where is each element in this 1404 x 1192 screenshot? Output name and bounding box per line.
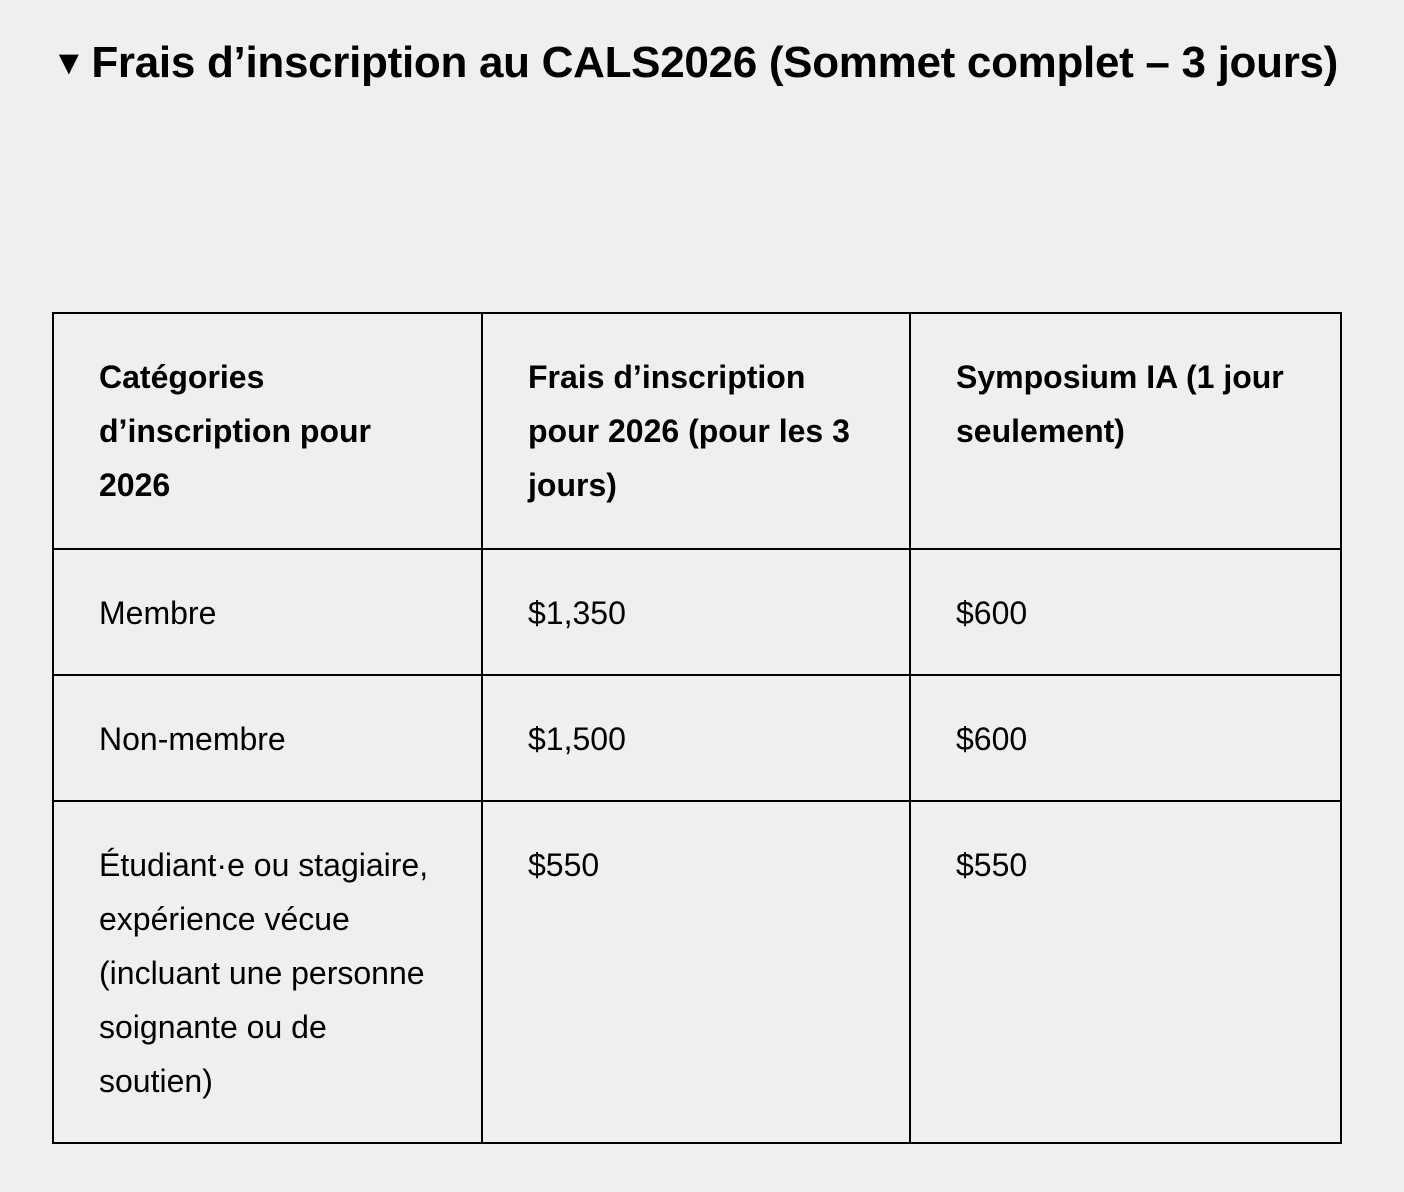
section-toggle[interactable] [52,20,1352,106]
cell-symposium-fee: $600 [910,549,1341,675]
cell-category: Membre [53,549,482,675]
header-full-fee: Frais d’inscription pour 2026 (pour les 3 jours) [482,313,910,549]
cell-full-fee: $1,500 [482,675,910,801]
cell-category: Non-membre [53,675,482,801]
table-row [53,549,1341,675]
table-row [53,801,1341,1143]
cell-symposium-fee: $600 [910,675,1341,801]
triangle-down-icon: ▼ [52,44,86,82]
cell-full-fee: $1,350 [482,549,910,675]
cell-symposium-fee: $550 [910,801,1341,1143]
cell-category: Étudiant·e ou stagiaire, expérience vécue (incluant une personne soignante ou de soutien) [53,801,482,1143]
fees-table [52,312,1342,1144]
table-row [53,675,1341,801]
section-title: Frais d’inscription au CALS2026 (Sommet complet – 3 jours) [91,38,1339,87]
cell-full-fee: $550 [482,801,910,1143]
header-symposium-fee: Symposium IA (1 jour seulement) [910,313,1341,549]
table-header-row [53,313,1341,549]
header-category: Catégories d’inscription pour 2026 [53,313,482,549]
